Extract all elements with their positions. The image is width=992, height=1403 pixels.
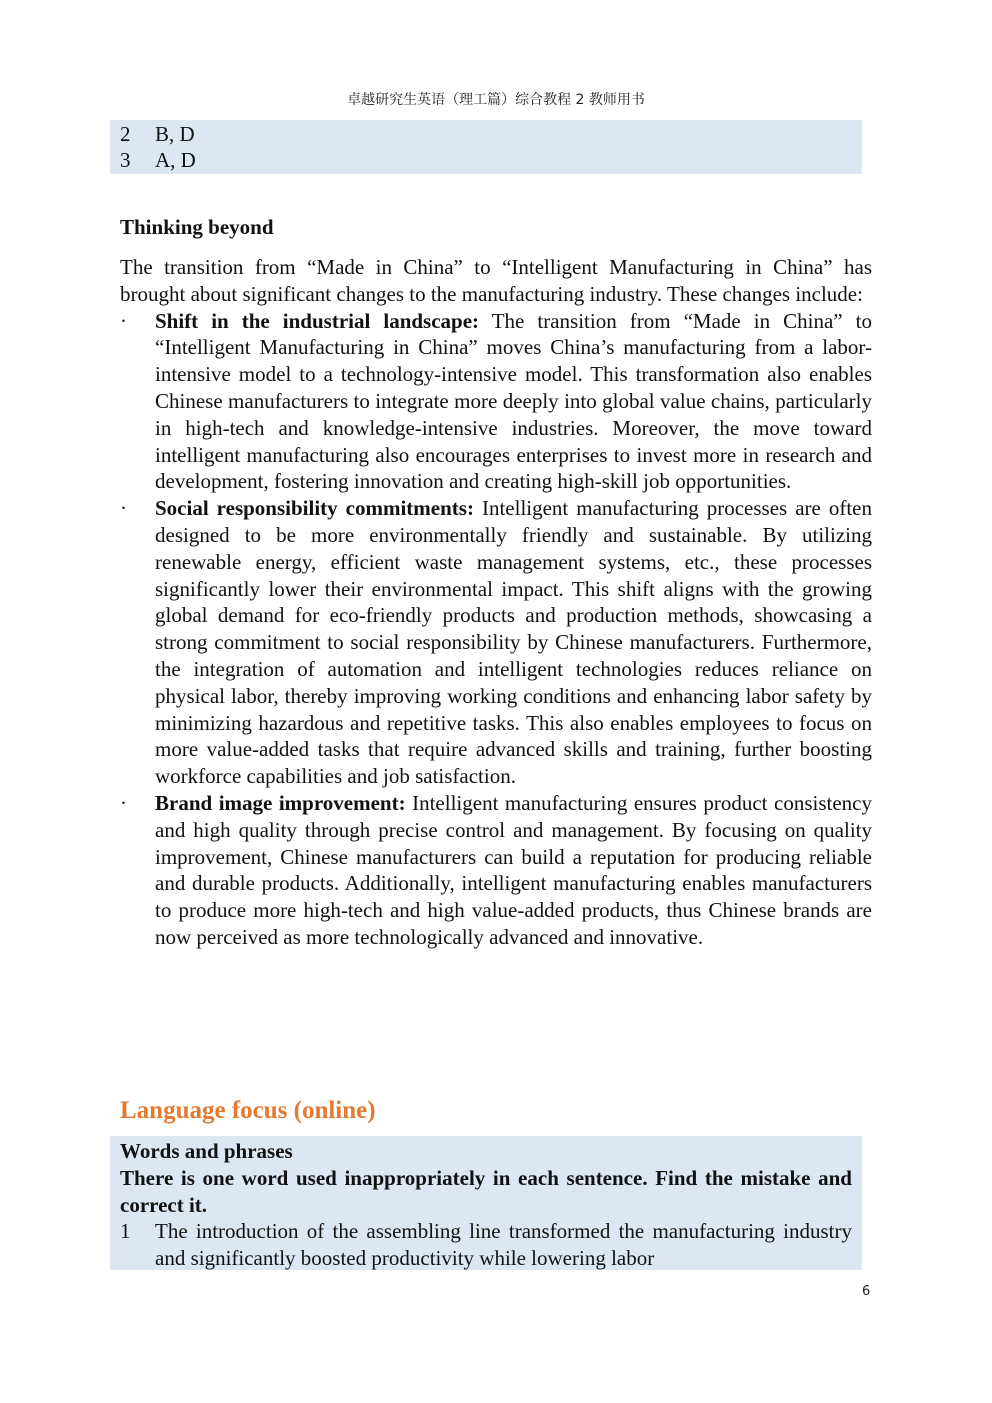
intro-paragraph: The transition from “Made in China” to “Intelligent Manufacturing in China” has brought about significant changes to the manufacturing industry. These changes include:: [120, 255, 872, 306]
running-header: 卓越研究生英语（理工篇）综合教程 2 教师用书: [347, 92, 645, 108]
answer-value: B, D: [155, 122, 195, 146]
exercise-subheading: Words and phrases: [120, 1139, 293, 1163]
exercise-item: [120, 1218, 852, 1270]
answer-row: [120, 121, 195, 147]
bullet-title: Brand image improvement:: [155, 790, 406, 815]
answer-number: 2: [120, 122, 131, 146]
exercise-instruction: There is one word used inappropriately in each sentence. Find the mistake and correct it.: [120, 1165, 852, 1217]
bullet-text: Intelligent manufacturing ensures product consistency and high quality through precise control and management. By focusing on quality improvement, Chinese manufacturers can build a reputation for producing reliable and durable products. Additionally, intelligent manufacturing enables manufacturers to produce more high-tech and high value-added products, thus Chinese brands are now perceived as more technologically advanced and innovative.: [155, 790, 872, 949]
thinking-beyond-body: [120, 254, 872, 951]
answer-number: 3: [120, 148, 131, 172]
language-focus-title: Language focus (online): [120, 1097, 376, 1124]
list-item: [120, 790, 872, 951]
exercise-item-text: The introduction of the assembling line transformed the manufacturing industry and significantly boosted productivity while lowering labor: [155, 1219, 852, 1270]
answer-key-box: [110, 120, 862, 174]
bullet-icon: ·: [120, 790, 127, 815]
change-list: [120, 308, 872, 951]
answer-value: A, D: [155, 148, 196, 172]
bullet-icon: ·: [120, 308, 127, 333]
bullet-title: Social responsibility commitments:: [155, 496, 474, 521]
thinking-beyond-heading: Thinking beyond: [120, 215, 274, 239]
exercise-box: [110, 1136, 862, 1270]
answer-row: [120, 147, 196, 173]
bullet-icon: ·: [120, 496, 127, 521]
bullet-text: Intelligent manufacturing processes are often designed to be more environmentally friendly and sustainable. By utilizing renewable energy, efficient waste management systems, etc., these processes significantly lower their environmental impact. This shift aligns with the growing global demand for eco-friendly products and production methods, showcasing a strong commitment to social responsibility by Chinese manufacturers. Furthermore, the integration of automation and intelligent technologies reduces reliance on physical labor, thereby improving working conditions and enhancing labor safety by minimizing hazardous and repetitive tasks. This also enables employees to focus on more value-added tasks that require advanced skills and training, further boosting workforce capabilities and job satisfaction.: [155, 496, 873, 789]
list-item: [120, 495, 872, 790]
bullet-text: The transition from “Made in China” to “Intelligent Manufacturing in China” moves China’s manufacturing from a labor-intensive model to a technology-intensive model. This transformation also enables Chinese manufacturers to integrate more deeply into global value chains, particularly in high-tech and knowledge-intensive industries. Moreover, the move toward intelligent manufacturing also encourages enterprises to invest more in research and development, fostering innovation and creating high-skill job opportunities.: [155, 308, 872, 494]
list-item: [120, 308, 872, 496]
exercise-item-number: 1: [120, 1219, 131, 1244]
page-number: 6: [862, 1284, 871, 1299]
bullet-title: Shift in the industrial landscape:: [155, 308, 480, 333]
